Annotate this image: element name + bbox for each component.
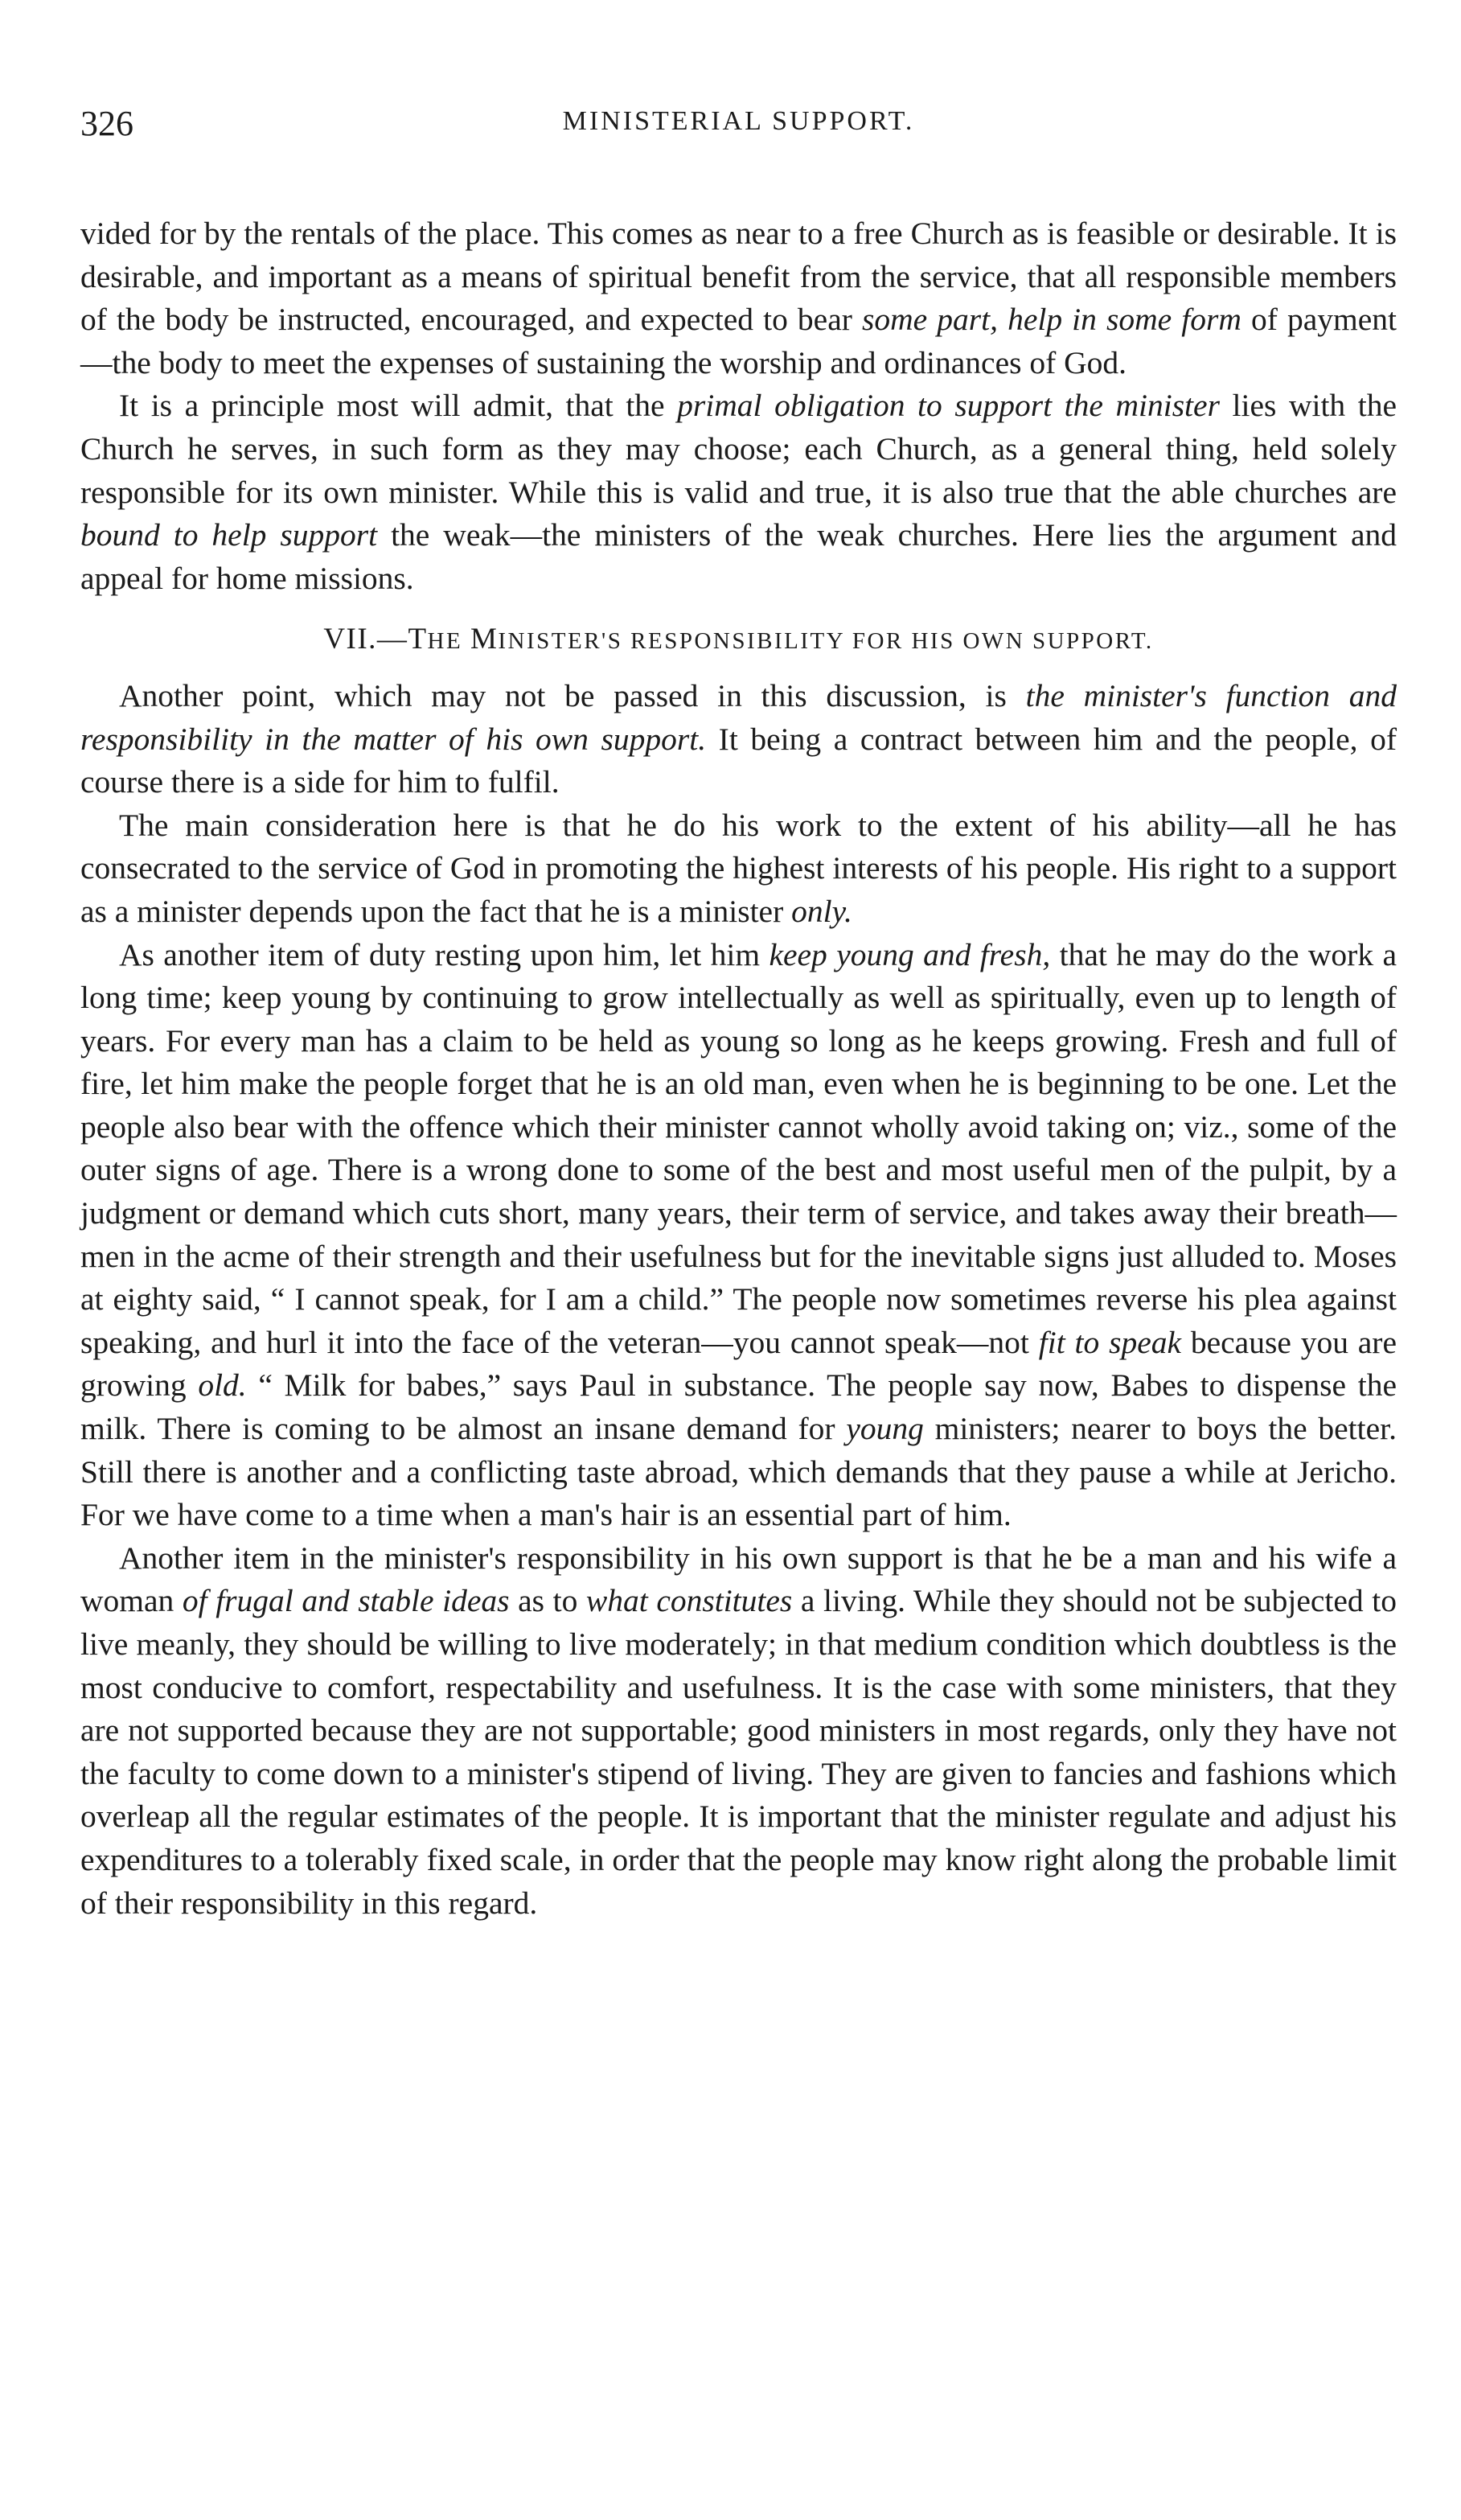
emphasis: fit to speak: [1038, 1324, 1182, 1360]
paragraph-6: Another item in the minister's responsibility in his own support is that he be a man and his wife a woman of frugal and stable ideas as to what constitutes a living. While they should not be subjected to live meanly, they should be willing to live moderately; in that medium condition which doubtless is the most conducive to comfort, respectability and usefulness. It is the case with some ministers, that they are not supported because they are not supportable; good ministers in most regards, only they have not the faculty to come down to a minister's stipend of living. They are given to fancies and fashions which overleap all the regular estimates of the people. It is important that the minister regulate and adjust his expenditures to a tolerably fixed scale, in order that the people may know right along the probable limit of their responsibility in this regard.: [80, 1540, 1397, 1921]
paragraph-5: As another item of duty resting upon him, let him keep young and fresh, that he may do the work a long time; keep young by continuing to grow intellectually as well as spiritually, even up to length of years. For every man has a claim to be held as young so long as he keeps growing. Fresh and full of fire, let him make the people forget that he is an old man, even when he is beginning to be one. Let the people also bear with the offence which their minister cannot wholly avoid taking on; viz., some of the outer signs of age. There is a wrong done to some of the best and most useful men of the pulpit, by a judgment or demand which cuts short, many years, their term of service, and takes away their breath—men in the acme of their strength and their usefulness but for the inevitable signs just alluded to. Moses at eighty said, “ I cannot speak, for I am a child.” The people now sometimes reverse his plea against speaking, and hurl it into the face of the veteran—you cannot speak—not fit to speak because you are growing old. “ Milk for babes,” says Paul in substance. The people say now, Babes to dispense the milk. There is coming to be almost an insane demand for young ministers; nearer to boys the better. Still there is another and a conflicting taste abroad, which demands that they pause a while at Jericho. For we have come to a time when a man's hair is an essential part of him.: [80, 936, 1397, 1533]
emphasis: what constitutes: [585, 1583, 793, 1619]
paragraph-3: Another point, which may not be passed in this discussion, is the minister's function and responsibility in the matter of his own support. It being a contract between him and the people, of course there is a side for him to fulfil.: [80, 677, 1397, 800]
emphasis: keep young and fresh,: [769, 936, 1051, 972]
body-text: [80, 212, 1397, 1925]
running-head: [80, 103, 1397, 154]
section-heading: VII.—THE MINISTER'S RESPONSIBILITY FOR HIS OWN SUPPORT.: [323, 623, 1154, 656]
paragraph-1: vided for by the rentals of the place. This comes as near to a free Church as is feasible or desirable. It is desirable, and important as a means of spiritual benefit from the service, that all responsible members of the body be instructed, encouraged, and expected to bear some part, help in some form of payment—the body to meet the expenses of sustaining the worship and ordinances of God.: [80, 216, 1397, 380]
emphasis: some part, help in some form: [861, 302, 1241, 338]
emphasis: primal obligation to support the minister: [677, 388, 1220, 424]
emphasis: bound to help support: [80, 517, 378, 553]
paragraph-2: It is a principle most will admit, that the primal obligation to support the minister lies with the Church he serves, in such form as they may choose; each Church, as a general thing, held solely responsible for its own minister. While this is valid and true, it is also true that the able churches are bound to help support the weak—the ministers of the weak churches. Here lies the argument and appeal for home missions.: [80, 388, 1397, 596]
page-number: 326: [80, 104, 133, 143]
emphasis: young: [846, 1411, 924, 1447]
paragraph-4: The main consideration here is that he do his work to the extent of his ability—all he has consecrated to the service of God in promoting the highest interests of his people. His right to a support as a minister depends upon the fact that he is a minister only.: [80, 807, 1397, 929]
running-title: MINISTERIAL SUPPORT.: [562, 106, 915, 136]
emphasis: only.: [791, 893, 852, 929]
emphasis: of frugal and stable ideas: [182, 1583, 510, 1619]
emphasis: the minister's function and responsibility in the matter of his own support.: [80, 677, 1397, 757]
emphasis: old.: [198, 1367, 247, 1404]
